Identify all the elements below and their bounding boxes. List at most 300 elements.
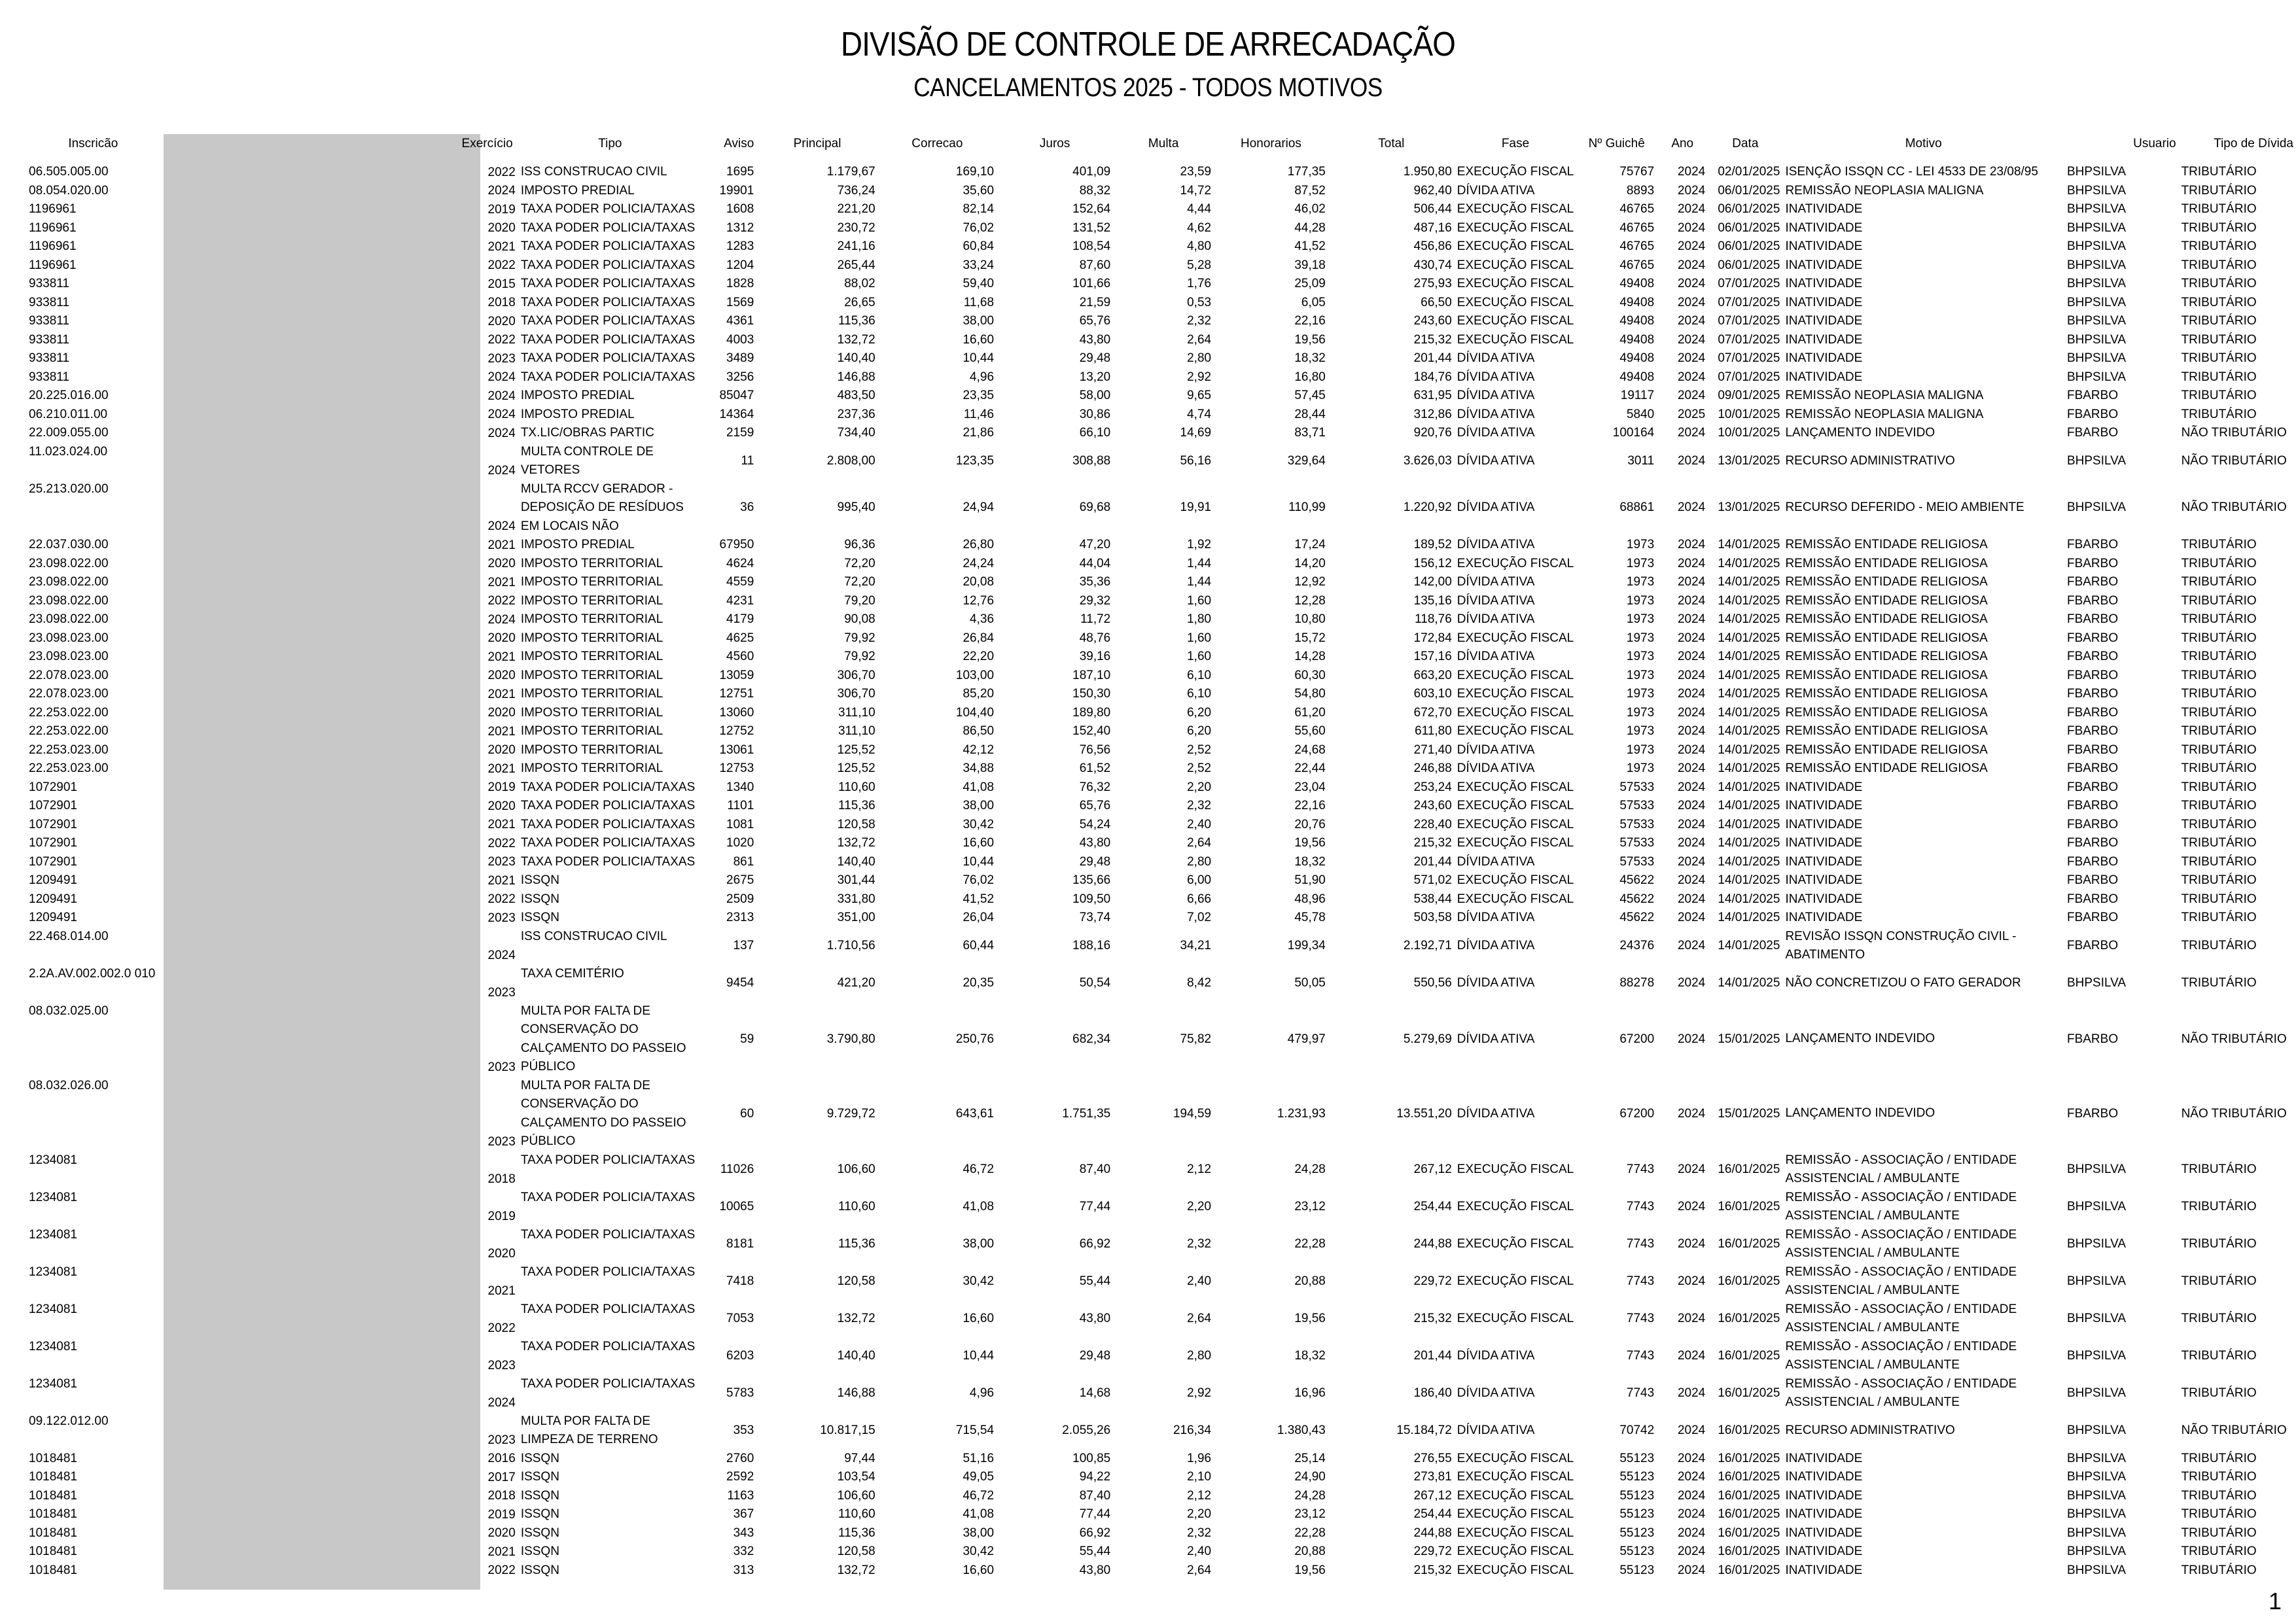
cell-ano: 2024 <box>1677 454 1706 468</box>
cell-fase: EXECUÇÃO FISCAL <box>1457 1563 1574 1577</box>
cell-ano: 2024 <box>1677 1451 1706 1465</box>
cell-motivo: INATIVIDADE <box>1785 314 1863 328</box>
cell-usuario: BHPSILVA <box>2066 1312 2127 1325</box>
cell-aviso: 8181 <box>726 1237 754 1251</box>
table-body <box>26 163 2296 1580</box>
cell-honorarios: 22,28 <box>1294 1526 1326 1540</box>
table-row <box>26 1487 2296 1506</box>
cell-multa: 14,72 <box>1180 183 1212 198</box>
col-header-motivo: Motivo <box>1905 137 1942 150</box>
cell-redacted <box>160 480 457 536</box>
cell-motivo: REMISSÃO ENTIDADE RELIGIOSA <box>1785 650 1988 663</box>
cell-exercicio: 2019 <box>487 1209 516 1223</box>
cell-data: 14/01/2025 <box>1718 911 1780 925</box>
cell-inscricao: 1018481 <box>29 1526 77 1540</box>
cell-guiche: 3011 <box>1627 454 1655 468</box>
cell-guiche: 55123 <box>1619 1544 1655 1559</box>
cell-ano: 2024 <box>1677 1312 1706 1325</box>
cell-usuario: BHPSILVA <box>2066 239 2127 254</box>
cell-exercicio: 2024 <box>487 612 516 627</box>
cell-tipo-divida: TRIBUTÁRIO <box>2181 1544 2257 1559</box>
cell-usuario: FBARBO <box>2066 631 2119 645</box>
cell-fase: DÍVIDA ATIVA <box>1457 426 1535 440</box>
cell-juros: 109,50 <box>1072 892 1111 906</box>
cell-redacted <box>160 387 457 406</box>
cell-exercicio: 2022 <box>487 258 516 272</box>
cell-ano: 2024 <box>1677 277 1706 291</box>
cell-inscricao: 22.468.014.00 <box>29 929 109 943</box>
table-row <box>26 536 2296 555</box>
cell-juros: 135,66 <box>1072 873 1111 888</box>
cell-data: 14/01/2025 <box>1718 761 1780 776</box>
cell-aviso: 1163 <box>727 1488 754 1503</box>
col-header-total: Total <box>1378 137 1405 150</box>
table-row <box>26 406 2296 425</box>
cell-exercicio: 2023 <box>487 985 516 1000</box>
cell-aviso: 1204 <box>726 258 754 272</box>
cell-ano: 2024 <box>1677 939 1706 952</box>
cell-redacted <box>160 219 457 238</box>
cell-tipo: TAXA PODER POLICIA/TAXAS <box>520 351 696 365</box>
cell-motivo: REMISSÃO ENTIDADE RELIGIOSA <box>1785 668 1988 682</box>
cell-juros: 13,20 <box>1079 370 1111 384</box>
cell-motivo: INATIVIDADE <box>1785 873 1863 887</box>
cell-tipo: IMPOSTO TERRITORIAL <box>520 742 663 757</box>
cell-usuario: BHPSILVA <box>2066 1563 2127 1577</box>
cell-ano: 2024 <box>1677 1507 1706 1522</box>
table-row <box>26 331 2296 350</box>
cell-data: 16/01/2025 <box>1718 1349 1780 1363</box>
cell-ano: 2024 <box>1677 854 1706 869</box>
cell-tipo: TAXA PODER POLICIA/TAXAS <box>520 370 696 384</box>
cell-principal: 3.790,80 <box>826 1032 875 1046</box>
cell-guiche: 7743 <box>1626 1274 1655 1288</box>
cell-guiche: 7743 <box>1626 1200 1655 1213</box>
cell-motivo: LANÇAMENTO INDEVIDO <box>1785 1106 1935 1121</box>
cell-honorarios: 24,90 <box>1294 1470 1326 1484</box>
cell-data: 14/01/2025 <box>1718 724 1780 739</box>
cell-redacted <box>160 312 457 331</box>
cell-total: 243,60 <box>1413 799 1452 813</box>
cell-total: 215,32 <box>1413 836 1452 850</box>
cell-multa: 1,76 <box>1187 277 1212 291</box>
cell-tipo-divida: TRIBUTÁRIO <box>2181 705 2257 720</box>
cell-honorarios: 25,09 <box>1294 277 1326 291</box>
cell-motivo: REMISSÃO ENTIDADE RELIGIOSA <box>1785 705 1988 720</box>
cell-correcao: 49,05 <box>963 1470 995 1484</box>
cell-juros: 11,72 <box>1080 612 1111 627</box>
cell-inscricao: 23.098.022.00 <box>29 556 109 570</box>
col-header-exercicio: Exercício <box>461 137 513 150</box>
cell-guiche: 1973 <box>1626 761 1655 776</box>
cell-ano: 2024 <box>1677 1563 1706 1577</box>
cell-correcao: 169,10 <box>955 165 995 179</box>
cell-inscricao: 06.505.005.00 <box>29 165 109 179</box>
cell-total: 142,00 <box>1413 575 1452 589</box>
cell-inscricao: 08.054.020.00 <box>29 183 109 198</box>
cell-tipo: ISSQN <box>520 1470 559 1484</box>
cell-correcao: 11,68 <box>963 295 995 309</box>
cell-aviso: 4003 <box>726 332 754 347</box>
cell-usuario: BHPSILVA <box>2066 202 2127 217</box>
cell-total: 215,32 <box>1413 1563 1452 1577</box>
cell-exercicio: 2021 <box>487 724 516 739</box>
cell-tipo: IMPOSTO TERRITORIAL <box>520 705 663 720</box>
cell-total: 201,44 <box>1413 854 1452 869</box>
cell-data: 16/01/2025 <box>1718 1162 1780 1176</box>
cell-tipo: TAXA PODER POLICIA/TAXAS <box>520 202 696 216</box>
cell-aviso: 1828 <box>726 277 754 291</box>
cell-guiche: 45622 <box>1619 911 1655 925</box>
cell-principal: 265,44 <box>837 258 875 272</box>
cell-guiche: 55123 <box>1619 1563 1655 1577</box>
cell-ano: 2024 <box>1677 1200 1706 1213</box>
cell-fase: DÍVIDA ATIVA <box>1457 1106 1535 1121</box>
cell-juros: 189,80 <box>1072 705 1111 720</box>
cell-data: 16/01/2025 <box>1718 1488 1780 1503</box>
cell-tipo: IMPOSTO TERRITORIAL <box>520 668 663 682</box>
cell-tipo-divida: TRIBUTÁRIO <box>2181 1349 2257 1363</box>
cell-tipo: TAXA PODER POLICIA/TAXAS <box>520 1376 696 1391</box>
cell-aviso: 12751 <box>719 687 754 701</box>
cell-ano: 2024 <box>1677 1162 1706 1176</box>
cell-usuario: BHPSILVA <box>2066 1544 2127 1559</box>
cell-total: 506,44 <box>1413 202 1452 217</box>
cell-tipo: TAXA PODER POLICIA/TAXAS <box>520 239 696 253</box>
cell-honorarios: 23,04 <box>1294 780 1326 794</box>
cell-ano: 2024 <box>1677 631 1706 645</box>
cell-fase: EXECUÇÃO FISCAL <box>1457 1162 1574 1176</box>
cell-tipo-divida: TRIBUTÁRIO <box>2181 873 2257 888</box>
cell-data: 16/01/2025 <box>1718 1274 1780 1288</box>
cell-principal: 79,20 <box>844 593 875 608</box>
cell-total: 229,72 <box>1413 1274 1452 1288</box>
cell-fase: DÍVIDA ATIVA <box>1457 1349 1535 1363</box>
cell-redacted <box>160 294 457 313</box>
cell-aviso: 367 <box>733 1507 754 1522</box>
cell-fase: DÍVIDA ATIVA <box>1457 939 1535 952</box>
cell-exercicio: 2019 <box>487 202 516 217</box>
cell-motivo: REMISSÃO - ASSOCIAÇÃO / ENTIDADE ASSISTENCIAL / AMBULANTE <box>1785 1227 2017 1260</box>
cell-redacted <box>160 928 457 965</box>
table-row <box>26 1375 2296 1412</box>
cell-fase: EXECUÇÃO FISCAL <box>1457 220 1574 235</box>
cell-juros: 187,10 <box>1072 668 1111 682</box>
cell-principal: 79,92 <box>844 650 875 664</box>
cell-fase: DÍVIDA ATIVA <box>1457 742 1535 757</box>
cell-redacted <box>160 834 457 853</box>
cell-ano: 2024 <box>1677 258 1706 272</box>
table-row <box>26 871 2296 890</box>
table-row <box>26 722 2296 741</box>
cell-ano: 2024 <box>1677 873 1706 888</box>
cell-guiche: 1973 <box>1626 612 1655 627</box>
table-row <box>26 424 2296 443</box>
cell-exercicio: 2021 <box>487 687 516 701</box>
cell-exercicio: 2023 <box>487 1433 516 1447</box>
cell-aviso: 11026 <box>720 1162 754 1176</box>
cell-guiche: 5840 <box>1626 407 1655 421</box>
cell-aviso: 1569 <box>726 295 754 309</box>
cell-tipo-divida: TRIBUTÁRIO <box>2181 836 2257 850</box>
cell-usuario: BHPSILVA <box>2066 220 2127 235</box>
cell-ano: 2024 <box>1677 1237 1706 1251</box>
cell-usuario: BHPSILVA <box>2066 1423 2127 1437</box>
cell-tipo: TAXA CEMITÉRIO <box>520 966 624 981</box>
cell-ano: 2024 <box>1677 1349 1706 1363</box>
table-row <box>26 1300 2296 1338</box>
cell-tipo-divida: TRIBUTÁRIO <box>2181 976 2257 990</box>
cell-data: 16/01/2025 <box>1718 1451 1780 1465</box>
col-header-aviso: Aviso <box>724 137 754 150</box>
cell-honorarios: 16,96 <box>1294 1386 1326 1400</box>
cell-redacted <box>160 1077 457 1151</box>
cell-usuario: BHPSILVA <box>2066 277 2127 291</box>
cell-multa: 6,00 <box>1187 873 1212 888</box>
cell-guiche: 7743 <box>1626 1237 1655 1251</box>
cell-juros: 43,80 <box>1079 836 1111 850</box>
col-header-usuario: Usuario <box>2133 137 2176 150</box>
cell-juros: 55,44 <box>1079 1274 1111 1288</box>
cell-motivo: REMISSÃO ENTIDADE RELIGIOSA <box>1785 556 1988 570</box>
cell-tipo-divida: TRIBUTÁRIO <box>2181 538 2257 552</box>
col-header-data: Data <box>1732 137 1759 150</box>
cell-correcao: 4,96 <box>970 370 995 384</box>
cell-honorarios: 329,64 <box>1287 454 1326 468</box>
cell-juros: 29,48 <box>1079 351 1111 366</box>
cell-redacted <box>160 200 457 219</box>
cell-total: 276,55 <box>1413 1451 1452 1465</box>
cell-tipo: ISS CONSTRUCAO CIVIL <box>520 165 667 179</box>
cell-tipo-divida: NÃO TRIBUTÁRIO <box>2181 1032 2287 1046</box>
cell-tipo: TAXA PODER POLICIA/TAXAS <box>520 836 696 850</box>
cell-exercicio: 2024 <box>487 1395 516 1410</box>
cell-guiche: 55123 <box>1619 1507 1655 1522</box>
cell-juros: 44,04 <box>1079 556 1111 570</box>
cell-honorarios: 24,68 <box>1294 742 1326 757</box>
cell-correcao: 86,50 <box>963 724 995 739</box>
cell-tipo-divida: TRIBUTÁRIO <box>2181 239 2257 254</box>
cell-tipo: TAXA PODER POLICIA/TAXAS <box>520 1302 696 1316</box>
table-row <box>26 275 2296 294</box>
cell-fase: EXECUÇÃO FISCAL <box>1457 892 1574 906</box>
cell-tipo: ISSQN <box>520 911 559 924</box>
cell-tipo: IMPOSTO TERRITORIAL <box>520 612 663 626</box>
cell-total: 13.551,20 <box>1396 1106 1452 1121</box>
cell-inscricao: 1209491 <box>29 892 77 906</box>
cell-redacted <box>160 1562 457 1580</box>
cell-motivo: INATIVIDADE <box>1785 911 1863 924</box>
table-row <box>26 1151 2296 1189</box>
cell-tipo-divida: TRIBUTÁRIO <box>2181 1563 2257 1577</box>
cell-ano: 2024 <box>1677 817 1706 831</box>
cell-ano: 2024 <box>1677 165 1706 179</box>
table-row <box>26 1468 2296 1487</box>
table-row <box>26 667 2296 686</box>
cell-usuario: BHPSILVA <box>2066 351 2127 366</box>
table-row <box>26 480 2296 536</box>
cell-honorarios: 14,28 <box>1294 650 1326 664</box>
cell-motivo: INATIVIDADE <box>1785 295 1863 309</box>
cell-honorarios: 83,71 <box>1294 426 1326 440</box>
cell-honorarios: 22,28 <box>1294 1237 1326 1251</box>
cell-ano: 2024 <box>1677 538 1706 552</box>
cell-tipo-divida: TRIBUTÁRIO <box>2181 277 2257 291</box>
cell-guiche: 46765 <box>1619 202 1655 217</box>
cell-data: 14/01/2025 <box>1718 538 1780 552</box>
cell-total: 118,76 <box>1415 612 1452 627</box>
cell-motivo: RECURSO ADMINISTRATIVO <box>1785 1423 1955 1437</box>
cell-correcao: 46,72 <box>963 1488 995 1503</box>
cell-tipo-divida: TRIBUTÁRIO <box>2181 1200 2257 1213</box>
cell-exercicio: 2020 <box>487 706 516 720</box>
cell-motivo: INATIVIDADE <box>1785 220 1863 235</box>
cell-correcao: 38,00 <box>963 1237 995 1251</box>
cell-aviso: 59 <box>740 1032 754 1046</box>
cell-tipo-divida: TRIBUTÁRIO <box>2181 295 2257 309</box>
cell-exercicio: 2021 <box>487 818 516 831</box>
cell-usuario: FBARBO <box>2066 761 2119 776</box>
cell-principal: 110,60 <box>838 1507 875 1522</box>
cell-principal: 79,92 <box>844 631 875 645</box>
cell-motivo: INATIVIDADE <box>1785 1488 1863 1503</box>
cell-motivo: INATIVIDADE <box>1785 1507 1863 1521</box>
cell-data: 09/01/2025 <box>1718 389 1780 403</box>
cell-redacted <box>160 1505 457 1524</box>
cell-exercicio: 2023 <box>487 855 516 869</box>
document-title: DIVISÃO DE CONTROLE DE ARRECADAÇÃO <box>841 26 1455 63</box>
cell-multa: 0,53 <box>1187 295 1212 309</box>
table-row <box>26 1524 2296 1543</box>
cell-tipo-divida: TRIBUTÁRIO <box>2181 593 2257 608</box>
cell-correcao: 30,42 <box>963 1544 995 1559</box>
cell-usuario: FBARBO <box>2066 687 2119 701</box>
cell-exercicio: 2022 <box>487 836 516 850</box>
cell-multa: 2,32 <box>1187 1526 1212 1540</box>
cell-motivo: LANÇAMENTO INDEVIDO <box>1785 1032 1935 1046</box>
cell-honorarios: 51,90 <box>1294 873 1326 888</box>
cell-tipo-divida: TRIBUTÁRIO <box>2181 939 2257 952</box>
table-row <box>26 1543 2296 1562</box>
col-header-principal: Principal <box>793 137 841 150</box>
cell-tipo-divida: NÃO TRIBUTÁRIO <box>2181 454 2287 468</box>
cell-honorarios: 54,80 <box>1294 687 1326 701</box>
cell-ano: 2024 <box>1677 370 1706 384</box>
cell-tipo: TAXA PODER POLICIA/TAXAS <box>520 1227 696 1242</box>
cell-multa: 6,10 <box>1187 687 1212 701</box>
table-row <box>26 349 2296 368</box>
cell-aviso: 1283 <box>726 239 754 254</box>
cell-multa: 2,32 <box>1187 799 1212 813</box>
cell-motivo: INATIVIDADE <box>1785 239 1863 253</box>
cell-data: 06/01/2025 <box>1718 202 1780 217</box>
cell-exercicio: 2020 <box>487 1246 516 1261</box>
cell-tipo: TAXA PODER POLICIA/TAXAS <box>520 817 696 831</box>
cell-juros: 14,68 <box>1079 1386 1111 1400</box>
cell-multa: 9,65 <box>1187 389 1212 403</box>
cell-exercicio: 2024 <box>487 519 516 533</box>
cell-multa: 2,40 <box>1187 1274 1212 1288</box>
cell-guiche: 1973 <box>1626 705 1655 720</box>
cell-inscricao: 1018481 <box>29 1563 77 1577</box>
cell-guiche: 49408 <box>1619 314 1655 328</box>
cell-usuario: BHPSILVA <box>2066 976 2127 990</box>
col-header-guiche: Nº Guichê <box>1588 137 1645 150</box>
cell-fase: DÍVIDA ATIVA <box>1457 854 1535 869</box>
cell-correcao: 123,35 <box>955 454 995 468</box>
cell-total: 273,81 <box>1413 1470 1452 1484</box>
cell-total: 246,88 <box>1413 761 1452 776</box>
cell-motivo: REMISSÃO NEOPLASIA MALIGNA <box>1785 389 1984 402</box>
cell-redacted <box>160 1151 457 1189</box>
cancellations-table <box>26 134 2296 1580</box>
cell-aviso: 1020 <box>726 836 754 850</box>
cell-honorarios: 44,28 <box>1294 220 1326 235</box>
cell-exercicio: 2019 <box>487 1507 516 1522</box>
cell-exercicio: 2016 <box>487 1452 516 1465</box>
cell-tipo-divida: TRIBUTÁRIO <box>2181 1451 2257 1465</box>
cell-juros: 87,60 <box>1079 258 1111 272</box>
cell-total: 267,12 <box>1413 1162 1452 1176</box>
cell-guiche: 68861 <box>1619 500 1655 515</box>
cell-fase: EXECUÇÃO FISCAL <box>1457 239 1574 254</box>
cell-data: 14/01/2025 <box>1718 668 1780 682</box>
cell-data: 14/01/2025 <box>1718 836 1780 850</box>
cell-data: 10/01/2025 <box>1718 426 1780 440</box>
cell-usuario: FBARBO <box>2066 780 2119 794</box>
cell-juros: 108,54 <box>1072 239 1111 254</box>
cell-aviso: 36 <box>740 500 754 515</box>
cell-principal: 483,50 <box>837 389 875 403</box>
cell-redacted <box>160 890 457 909</box>
cell-correcao: 51,16 <box>963 1451 995 1465</box>
cell-guiche: 1973 <box>1626 742 1655 757</box>
cell-redacted <box>160 778 457 797</box>
cell-honorarios: 16,80 <box>1294 370 1326 384</box>
cell-guiche: 57533 <box>1619 836 1655 850</box>
cell-guiche: 88278 <box>1619 976 1655 990</box>
cell-correcao: 22,20 <box>963 650 995 664</box>
cell-multa: 14,69 <box>1180 426 1212 440</box>
cell-juros: 30,86 <box>1079 407 1111 421</box>
cell-fase: EXECUÇÃO FISCAL <box>1457 817 1574 831</box>
cell-inscricao: 08.032.025.00 <box>29 1003 109 1018</box>
cell-guiche: 55123 <box>1619 1488 1655 1503</box>
cell-tipo-divida: TRIBUTÁRIO <box>2181 724 2257 739</box>
cell-honorarios: 25,14 <box>1294 1451 1326 1465</box>
cell-motivo: INATIVIDADE <box>1785 1451 1863 1465</box>
cell-usuario: BHPSILVA <box>2066 258 2127 272</box>
cell-correcao: 34,88 <box>963 761 995 776</box>
cell-tipo-divida: TRIBUTÁRIO <box>2181 911 2257 925</box>
cell-guiche: 1973 <box>1626 631 1655 645</box>
cell-motivo: REMISSÃO ENTIDADE RELIGIOSA <box>1785 612 1988 626</box>
cell-principal: 125,52 <box>837 742 875 757</box>
cell-inscricao: 23.098.022.00 <box>29 575 109 589</box>
cell-fase: DÍVIDA ATIVA <box>1457 612 1535 627</box>
cell-honorarios: 14,20 <box>1294 556 1326 570</box>
cell-usuario: BHPSILVA <box>2066 1507 2127 1522</box>
cell-total: 1.950,80 <box>1403 165 1452 179</box>
cell-juros: 682,34 <box>1072 1032 1111 1046</box>
cell-tipo: IMPOSTO TERRITORIAL <box>520 724 663 738</box>
cell-honorarios: 19,56 <box>1294 332 1326 347</box>
cell-total: 430,74 <box>1413 258 1452 272</box>
cell-exercicio: 2020 <box>487 557 516 570</box>
cell-juros: 76,32 <box>1079 780 1111 794</box>
cell-juros: 2.055,26 <box>1062 1423 1111 1437</box>
cell-data: 14/01/2025 <box>1718 873 1780 888</box>
